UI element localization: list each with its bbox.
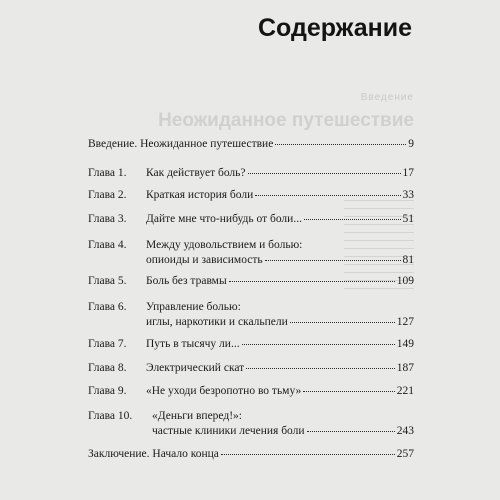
toc-entry-body: [88, 447, 414, 462]
toc-entry-title: Как действует боль?: [146, 167, 246, 179]
toc-page-number: 81: [402, 254, 414, 266]
toc-entry-label: Глава 6.: [88, 301, 127, 313]
toc-entry-label: Глава 4.: [88, 239, 127, 251]
dot-leader: [248, 172, 401, 174]
toc-entry: [88, 274, 414, 289]
toc-entry-title: Электрический скат: [146, 362, 245, 374]
toc-entry-title: «Деньги вперед!»:: [152, 410, 243, 422]
bleed-through-text-small: Введение: [360, 92, 414, 103]
dot-leader: [246, 367, 395, 369]
toc-page-number: 187: [396, 362, 414, 374]
toc-entry: [88, 137, 414, 152]
toc-entry-label: Глава 1.: [88, 167, 127, 179]
dot-leader: [229, 280, 395, 282]
dot-leader: [304, 218, 401, 220]
bleed-through-text-large: Неожиданное путешествие: [158, 110, 414, 131]
toc-entry-title: опиоиды и зависимость: [146, 254, 263, 266]
toc-entry: [88, 337, 414, 352]
toc-entry-label: Глава 2.: [88, 189, 127, 201]
toc-entry-title: Неожиданное путешествие: [140, 138, 274, 150]
page-title: Содержание: [257, 14, 412, 42]
toc-entry-title: Дайте мне что-нибудь от боли...: [146, 213, 302, 225]
toc-page-number: 127: [396, 316, 414, 328]
toc-page-number: 51: [402, 213, 414, 225]
toc-entry-body: [152, 409, 414, 439]
toc-entry-label: Глава 8.: [88, 362, 127, 374]
dot-leader: [275, 143, 406, 145]
toc-page-number: 9: [408, 138, 414, 150]
toc-page-number: 257: [396, 448, 414, 460]
toc-entry-body: [146, 238, 414, 268]
toc-entry-body: [146, 300, 414, 330]
toc-entry: [88, 188, 414, 203]
toc-entry-title: иглы, наркотики и скальпели: [146, 316, 288, 328]
toc-entry-title: Краткая история боли: [146, 189, 254, 201]
toc-entry-title: Начало конца: [152, 448, 219, 460]
toc-page-number: 243: [396, 425, 414, 437]
dot-leader: [255, 194, 400, 196]
toc-entry-body: [146, 274, 414, 289]
toc-entry: [88, 361, 414, 376]
toc-entry-label: Глава 5.: [88, 275, 127, 287]
toc-entry-label: Заключение.: [88, 448, 153, 460]
toc-entry-title: Путь в тысячу ли...: [146, 338, 240, 350]
toc-entry-label: Глава 3.: [88, 213, 127, 225]
toc-entry-title: частные клиники лечения боли: [152, 425, 305, 437]
dot-leader: [290, 321, 395, 323]
toc-entry-body: [146, 188, 414, 203]
toc-entry-title: Боль без травмы: [146, 275, 227, 287]
toc-entry-label: Введение.: [88, 138, 141, 150]
toc-page-number: 221: [396, 385, 414, 397]
toc-entry-body: [146, 361, 414, 376]
toc-page-number: 109: [396, 275, 414, 287]
dot-leader: [242, 343, 395, 345]
toc-entry-title: Между удовольствием и болью:: [146, 239, 303, 251]
dot-leader: [265, 259, 401, 261]
dot-leader: [307, 430, 395, 432]
toc-entry-body: [146, 384, 414, 399]
toc-entry-body: [88, 137, 414, 152]
toc-entry-body: [146, 166, 414, 181]
toc-page-number: 17: [402, 167, 414, 179]
toc-entry: [88, 166, 414, 181]
toc-page-number: 33: [402, 189, 414, 201]
toc-entry: [88, 300, 414, 330]
toc-entry-label: Глава 7.: [88, 338, 127, 350]
toc-entry-title: «Не уходи безропотно во тьму»: [146, 385, 302, 397]
dot-leader: [221, 453, 395, 455]
toc-entry: [88, 238, 414, 268]
toc-entry-body: [146, 337, 414, 352]
toc-page-number: 149: [396, 338, 414, 350]
toc-entry: [88, 384, 414, 399]
toc-entry-body: [146, 212, 414, 227]
toc-entry-label: Глава 10.: [88, 410, 133, 422]
toc-entry-title: Управление болью:: [146, 301, 241, 313]
toc-entry: [88, 409, 414, 439]
dot-leader: [303, 390, 395, 392]
toc-entry: [88, 447, 414, 462]
toc-entry-label: Глава 9.: [88, 385, 127, 397]
toc-entry: [88, 212, 414, 227]
